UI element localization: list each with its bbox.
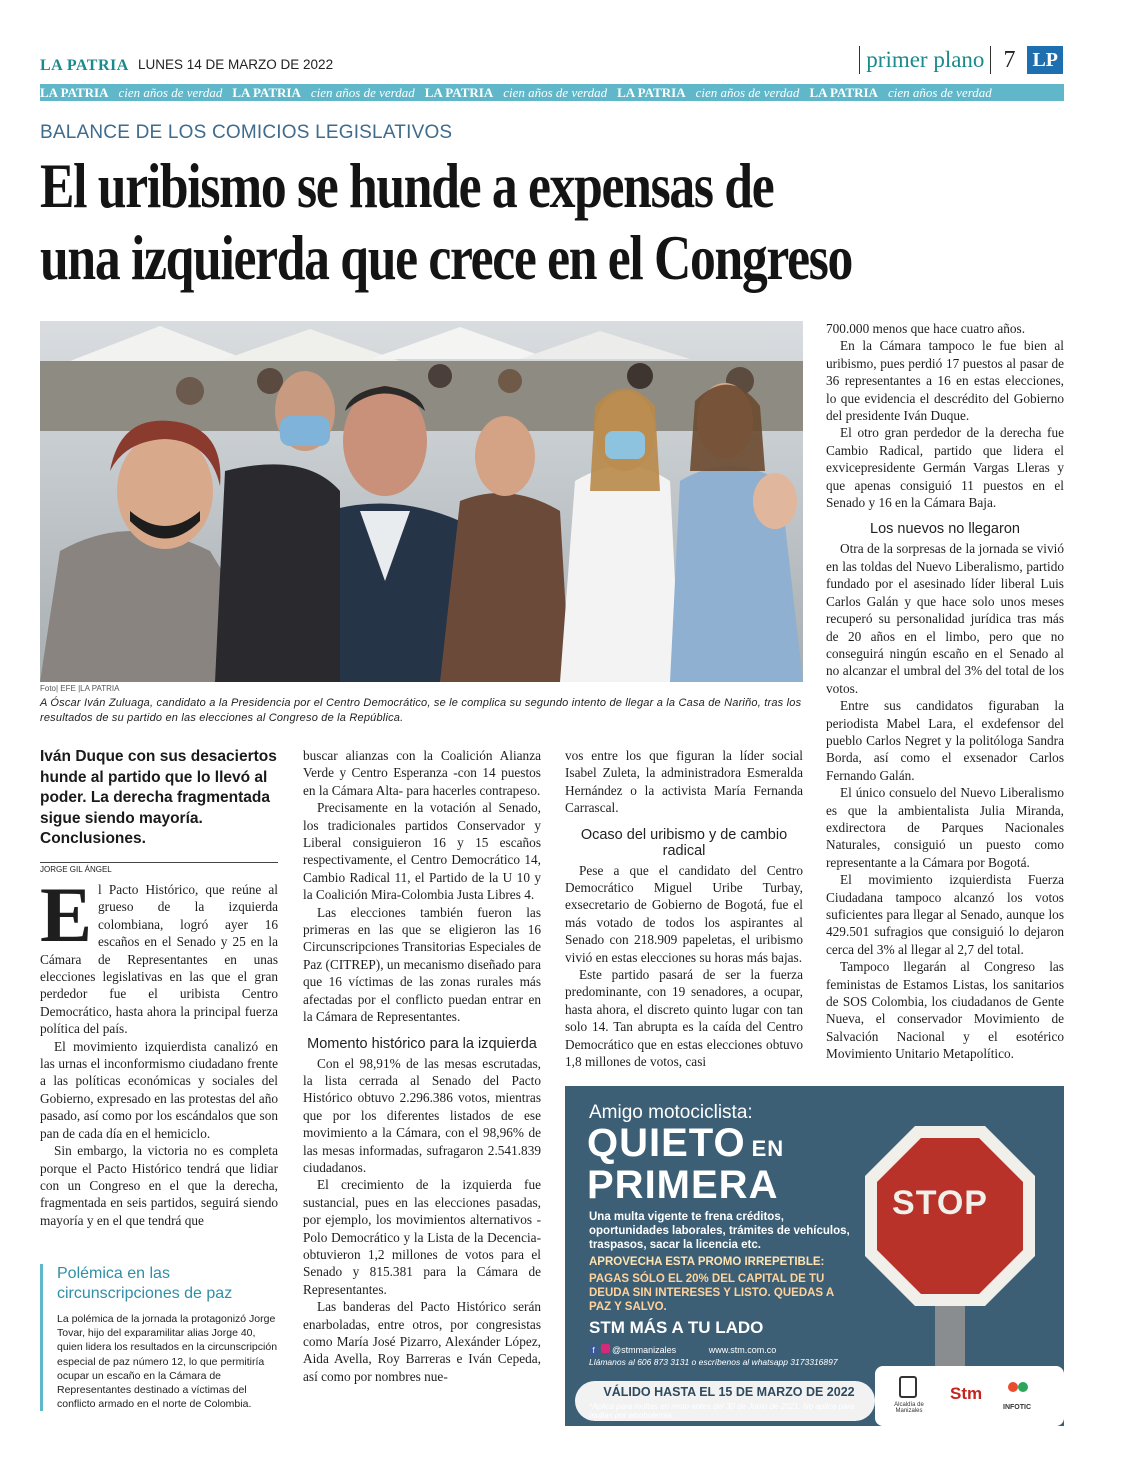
paragraph: Las elecciones también fueron las primeras en las que se eligieron las 16 Circunscripciones Transitorias Especiales de Paz (CITREP), un mecanismo diseñado para que 16 víctimas de las zonas rurales más afectadas por el conflicto puedan entrar en la Cámara de Representantes. — [303, 904, 541, 1025]
photo-caption: A Óscar Iván Zuluaga, candidato a la Presidencia por el Centro Democrático, se le complica su segundo intento de llegar a la Casa de Nariño, tras los resultados de su partido en las elecciones al Congreso de la República. — [40, 697, 802, 724]
column-3 — [565, 747, 803, 1071]
paragraph: vos entre los que figuran la líder social Isabel Zuleta, la administradora Esmeralda Hernández o la activista María Fernanda Carrascal. — [565, 748, 803, 816]
band-motto: cien años de verdad — [310, 84, 415, 100]
paragraph: l Pacto Histórico, que reúne al grueso de la izquierda colombiana, logró ayer 16 escaños en el Senado y 25 en la Cámara de Representantes en unas elecciones legislativas en las que el gran perdedor fue el uribista Centro Democrático, hasta ahora la principal fuerza política del país. — [40, 882, 278, 1037]
drop-cap: E — [40, 871, 93, 958]
advertisement[interactable] — [565, 1086, 1064, 1426]
ad-en: EN — [751, 1136, 785, 1161]
lp-badge: LP — [1027, 46, 1063, 74]
social-handle: @stmmanizales — [612, 1345, 677, 1355]
ad-quieto: QUIETO — [587, 1121, 746, 1165]
paragraph: Precisamente en la votación al Senado, los tradicionales partidos Conservador y Liberal consiguieron 16 y 15 escaños respectivamente, el Centro Democrático 14, Cambio Radical 11, el Partido de la U 10 y la Coalición Mira-Colombia Justa Libres 4. — [303, 800, 541, 903]
stop-sign-text: STOP — [892, 1184, 988, 1222]
column-4 — [826, 320, 1064, 1063]
logo-infotic: INFOTIC — [1003, 1404, 1031, 1411]
paragraph: Sin embargo, la victoria no es completa porque el Pacto Histórico tendrá que lidiar con un Congreso en el que la derecha, fragmentada en seis partidos, seguirá siendo mayoría y en el que tendrá que — [40, 1143, 278, 1228]
paragraph: El otro gran perdedor de la derecha fue Cambio Radical, partido que lidera el exvicepresidente Germán Vargas Lleras y que apenas consiguió 11 puestos en el Senado y 16 en la Cámara Baja. — [826, 425, 1064, 511]
brand-band — [40, 84, 1064, 101]
band-motto: cien años de verdad — [118, 84, 223, 100]
band-motto: cien años de verdad — [887, 84, 992, 100]
ad-slogan: STM MÁS A TU LADO — [589, 1318, 764, 1337]
facebook-icon: f — [589, 1346, 598, 1355]
band-brand: LA PATRIA — [40, 84, 109, 100]
article-lead: Iván Duque con sus desaciertos hunde al partido que lo llevó al poder. La derecha fragmentada sigue siendo mayoría. Conclusiones. — [40, 748, 277, 847]
paragraph: El crecimiento de la izquierda fue sustancial, pues en las elecciones pasadas, por ejemplo, los movimientos alternativos -Polo Democrático y la Lista de la Decencia- obtuvieron 1,2 millones de votos para el Senado y 815.381 para la Cámara de Representantes. — [303, 1177, 541, 1297]
ad-headline-2: PRIMERA — [587, 1163, 779, 1207]
page-number: 7 — [1003, 46, 1016, 73]
instagram-icon — [601, 1344, 610, 1353]
ad-social — [589, 1344, 776, 1355]
paragraph: Las banderas del Pacto Histórico serán enarboladas, entre otros, por congresistas como María José Pizarro, Alexánder López, Aida Avella, Roy Barreras e Iván Cepeda, así como por nombres nue- — [303, 1299, 541, 1384]
section-name: primer plano — [859, 46, 991, 74]
paragraph: Con el 98,91% de las mesas escrutadas, la lista cerrada al Senado del Pacto Histórico obtuvo 2.296.386 votos, mientras que por los diferentes listados de ese movimiento a la Cámara, con el 98,96% de las mesas informadas, sufragaron 2.541.839 ciudadanos. — [303, 1055, 541, 1175]
infotic-icon — [1018, 1382, 1028, 1392]
ad-promo-title: APROVECHA ESTA PROMO IRREPETIBLE: — [589, 1256, 825, 1268]
subheading: Ocaso del uribismo y de cambio radical — [580, 826, 788, 859]
column-2 — [303, 747, 541, 1385]
paragraph: Este partido pasará de ser la fuerza predominante, con 19 senadores, a ocupar, hasta ahora, el discreto quinto lugar con tan solo 14. Tan abrupta es la caída del Centro Democrático que en estas elecciones obtuvo 1,8 millones de votos, casi — [565, 967, 803, 1070]
column-1 — [40, 871, 278, 1229]
byline: JORGE GIL ÁNGEL — [40, 862, 278, 874]
ad-fine-print: *Aplica para multas en moto antes del 30 de Junio de 2021. No aplica para multas por alcoholemia. — [589, 1402, 855, 1420]
alcaldia-shield-icon — [899, 1376, 917, 1398]
sidebar-box — [40, 1264, 278, 1411]
ad-body: Una multa vigente te frena créditos, oportunidades laborales, trámites de vehículos, traspasos, sacar la licencia etc. — [589, 1211, 850, 1251]
band-motto: cien años de verdad — [695, 84, 800, 100]
headline-line-2: una izquierda que crece en el Congreso — [40, 223, 853, 293]
ad-intro: Amigo motociclista: — [589, 1102, 753, 1123]
article-kicker: BALANCE DE LOS COMICIOS LEGISLATIVOS — [40, 122, 453, 143]
band-motto: cien años de verdad — [503, 84, 608, 100]
paragraph: Otra de la sorpresas de la jornada se vivió en las toldas del Nuevo Liberalismo, partido fundado por el asesinado líder liberal Luis Carlos Galán y que hace solo unos meses recuperó su personalidad jurídica tras más de 20 años en el limbo, pero que no conseguirá ningún escaño en el Senado al no alcanzar el umbral del 3% del total de los votos. — [826, 541, 1064, 696]
news-photo — [40, 321, 803, 682]
band-brand: LA PATRIA — [424, 84, 494, 100]
ad-promo-text: PAGAS SÓLO EL 20% DEL CAPITAL DE TU DEUDA SIN INTERESES Y LISTO. QUEDAS A PAZ Y SALVO. — [589, 1273, 834, 1313]
section-header — [859, 46, 1063, 74]
crowd-photo-illustration — [40, 321, 803, 682]
paragraph: El movimiento izquierdista Fuerza Ciudadana tampoco alcanzó los votos suficientes para llegar al Senado, aunque los 429.501 sufragios que consiguió lo dejaron cerca del 3% al llegar al 2,7 del total. — [826, 872, 1064, 957]
subheading: Momento histórico para la izquierda — [307, 1035, 537, 1052]
ad-valid: VÁLIDO HASTA EL 15 DE MARZO DE 2022 — [603, 1385, 855, 1399]
headline-line-1: El uribismo se hunde a expensas de — [40, 151, 774, 221]
paragraph: El movimiento izquierdista canalizó en las urnas el inconformismo ciudadano frente a las políticas económicas y sociales del Gobierno, expresado en las protestas del año pasado, así como por los escándalos que son pan de cada día en el hemiciclo. — [40, 1038, 278, 1141]
paragraph: 700.000 menos que hace cuatro años. — [826, 321, 1026, 336]
logo-stm: Stm — [950, 1384, 983, 1403]
paragraph: buscar alianzas con la Coalición Alianza Verde y Centro Esperanza -con 14 puestos en la Cámara Alta- para hacerles contrapeso. — [303, 748, 541, 798]
issue-date: LUNES 14 DE MARZO DE 2022 — [138, 57, 334, 72]
sidebar-title: Polémica en las circunscripciones de paz — [57, 1265, 233, 1302]
paragraph: En la Cámara tampoco le fue bien al uribismo, pues perdió 17 puestos al pasar de 36 representantes a 16 en estas elecciones, lo que evidencia el descrédito del Gobierno del presidente Iván Duque. — [826, 338, 1064, 424]
band-brand: LA PATRIA — [809, 84, 878, 100]
ad-contact: Llámanos al 606 873 3131 o escríbenos al whatsapp 3173316897 — [589, 1357, 838, 1367]
ad-web[interactable]: www.stm.com.co — [708, 1345, 777, 1355]
sidebar-text: La polémica de la jornada la protagonizó Jorge Tovar, hijo del exparamilitar alias Jorge 40, quien lidera los resultados en la circunscripción especial de paz número 12, lo que permitiría ocupar un escaño en la Cámara de Representantes destinado a víctimas del conflicto armado en el norte de Colombia. — [57, 1313, 278, 1411]
paragraph: El único consuelo del Nuevo Liberalismo es que la ambientalista Julia Miranda, exdirectora de Parques Nacionales Naturales, consiguió un puesto como representante a la Cámara por Bogotá. — [826, 785, 1064, 870]
subheading: Los nuevos no llegaron — [870, 521, 1020, 538]
paragraph: Pese a que el candidato del Centro Democrático Miguel Uribe Turbay, exsecretario de Gobierno de Bogotá, fue el más votado de todos los aspirantes al Senado con 218.909 papeletas, el uribismo vivió en estas elecciones su horas más bajas. — [565, 862, 803, 965]
band-brand: LA PATRIA — [232, 84, 301, 100]
logo-alcaldia: Alcaldía de Manizales — [894, 1402, 924, 1414]
article-headline — [40, 150, 893, 294]
infotic-icon — [1008, 1382, 1018, 1392]
masthead-logo: LA PATRIA — [40, 57, 129, 74]
paragraph: Entre sus candidatos figuraban la periodista Mabel Lara, el exdefensor del pueblo Carlos Negret y la politóloga Sandra Borda, así como el exsenador Carlos Fernando Galán. — [826, 698, 1064, 783]
band-brand: LA PATRIA — [617, 84, 686, 100]
paragraph: Tampoco llegarán al Congreso las feministas de Estamos Listas, los sanitarios de SOS Colombia, los ciudadanos de Gente Nueva, el conservador Movimiento de Salvación Nacional y el esotérico Movimiento Unitario Metapolítico. — [826, 959, 1064, 1062]
photo-credit: Foto| EFE |LA PATRIA — [40, 684, 120, 693]
